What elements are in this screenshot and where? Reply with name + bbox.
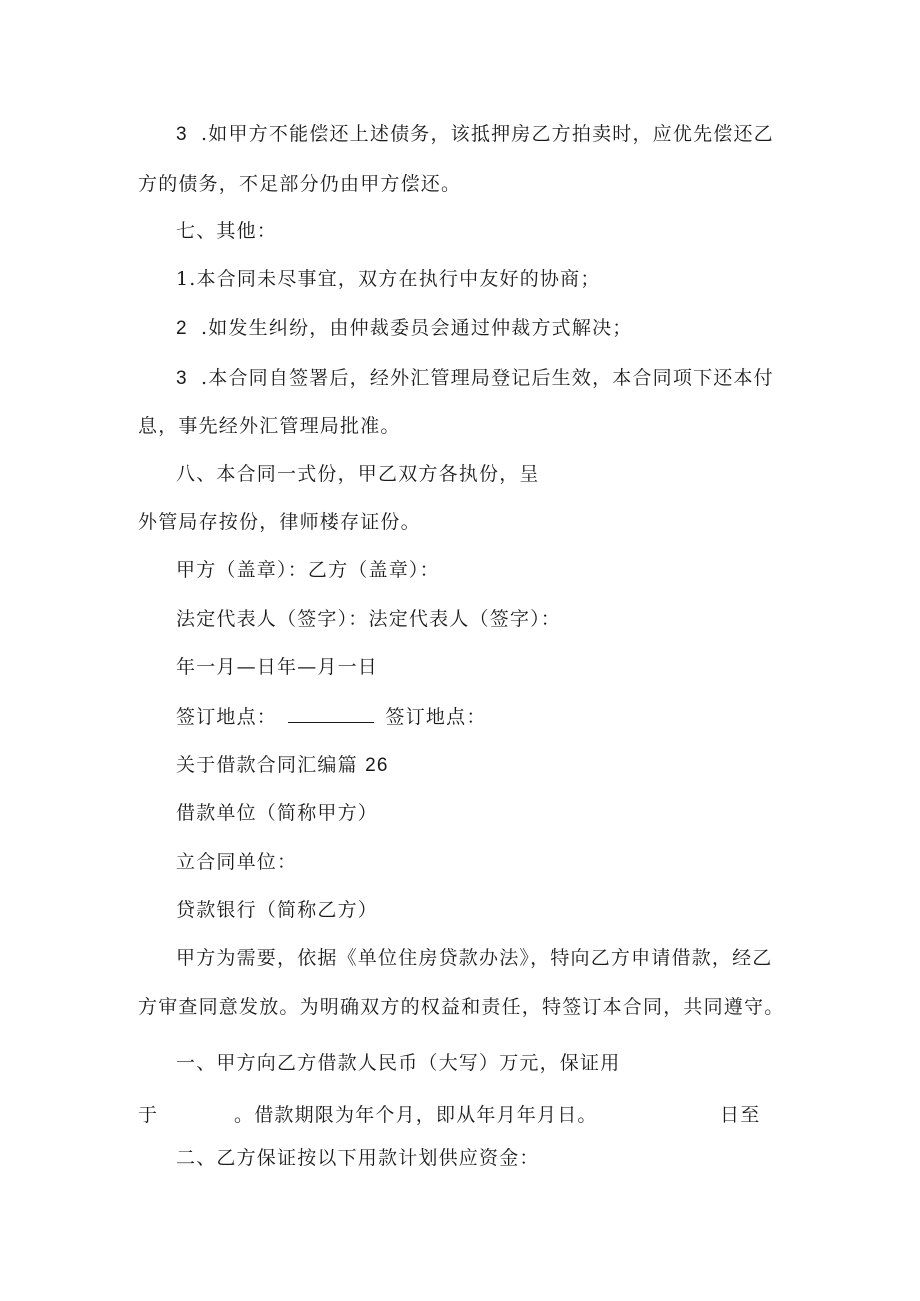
section-7-heading	[176, 219, 277, 243]
date-line	[176, 655, 378, 679]
clause-number: 3	[176, 124, 188, 145]
section-heading: 七、其他：	[176, 220, 278, 242]
clause-1-line-1	[176, 1051, 620, 1075]
clause-text: 二、乙方保证按以下用款计划供应资金：	[176, 1147, 540, 1169]
clause-number: 3	[176, 368, 188, 389]
clause-text: 1.本合同未尽事宜，双方在执行中友好的协商；	[176, 268, 601, 290]
signing-place-label-a: 签订地点：	[176, 706, 278, 728]
lender-line	[176, 898, 378, 922]
contract-unit-label: 立合同单位：	[176, 851, 298, 873]
clause-number: 2	[176, 318, 188, 339]
clause-text: 外管局存按份，律师楼存证份。	[138, 511, 421, 533]
clause-6-3-line-1	[176, 122, 774, 147]
article-title-text: 关于借款合同汇编篇	[176, 754, 358, 776]
clause-7-3-line-2	[138, 414, 401, 438]
clause-text: 一、甲方向乙方借款人民币（大写）万元，保证用	[176, 1052, 621, 1074]
clause-1-line-2	[138, 1103, 778, 1127]
seal-label: 甲方（盖章）：乙方（盖章）：	[176, 559, 440, 581]
signing-place-line	[176, 704, 487, 729]
lender-label: 贷款银行（简称乙方）	[176, 899, 379, 921]
clause-text-c: 日至	[720, 1104, 761, 1126]
signing-place-label-b: 签订地点：	[385, 706, 487, 728]
preamble-text: 方审查同意发放。为明确双方的权益和责任，特签订本合同，共同遵守。	[138, 996, 785, 1018]
preamble-text: 甲方为需要，依据《单位住房贷款办法》，特向乙方申请借款，经乙	[176, 947, 773, 969]
clause-text: .本合同自签署后，经外汇管理局登记后生效，本合同项下还本付	[201, 367, 774, 389]
borrower-label: 借款单位（简称甲方）	[176, 802, 379, 824]
section-8-line-2	[138, 510, 421, 534]
clause-7-1	[176, 267, 601, 291]
clause-text: 方的债务，不足部分仍由甲方偿还。	[138, 173, 462, 195]
preamble-line-2	[138, 995, 784, 1019]
clause-text: .如甲方不能偿还上述债务，该抵押房乙方拍卖时，应优先偿还乙	[201, 123, 774, 145]
article-title	[176, 753, 389, 778]
clause-text: 八、本合同一式份，甲乙双方各执份，呈	[176, 463, 540, 485]
article-number: 26	[365, 755, 389, 776]
signature-label: 法定代表人（签字）：法定代表人（签字）：	[176, 608, 562, 630]
borrower-line	[176, 801, 378, 825]
clause-7-2	[176, 316, 632, 341]
clause-text: .如发生纠纷，由仲裁委员会通过仲裁方式解决；	[201, 317, 633, 339]
clause-6-3-line-2	[138, 172, 461, 196]
preamble-line-1	[176, 946, 773, 970]
contract-unit-line	[176, 850, 297, 874]
clause-2-heading	[176, 1146, 540, 1170]
clause-text: 息，事先经外汇管理局批准。	[138, 415, 401, 437]
clause-7-3-line-1	[176, 366, 774, 391]
date-label: 年一月—日年—月一日	[176, 656, 379, 678]
clause-text-a: 于	[138, 1104, 159, 1126]
seal-line	[176, 558, 440, 582]
section-8-line-1	[176, 462, 540, 486]
clause-text-b: 。借款期限为年个月，即从年月年月日。	[234, 1104, 598, 1126]
signing-place-blank	[288, 704, 374, 723]
signature-line	[176, 607, 561, 631]
